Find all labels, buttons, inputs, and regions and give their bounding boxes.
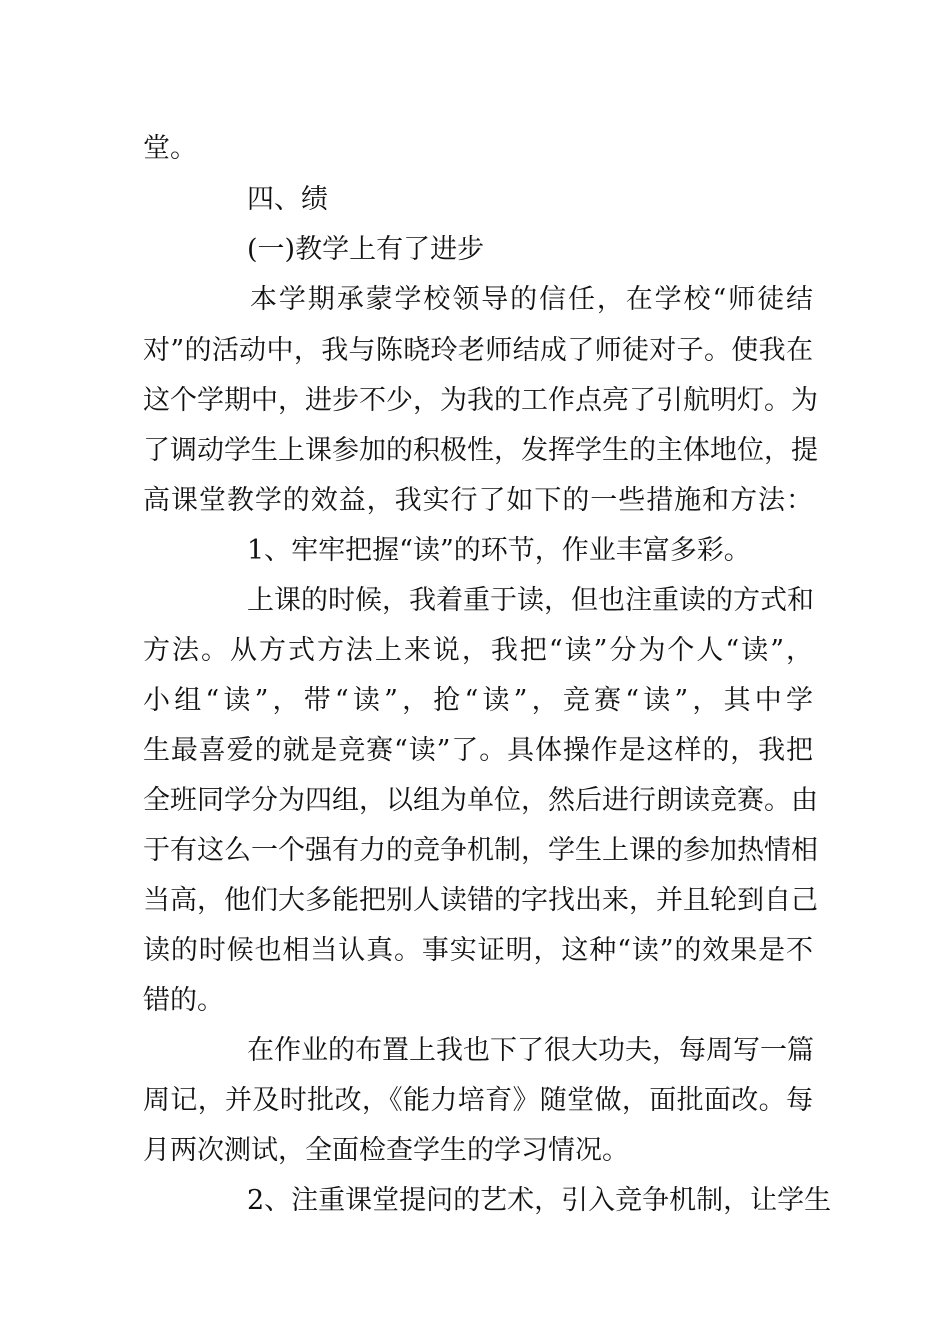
list-item-1: 1、牢牢把握“读”的环节，作业丰富多彩。	[247, 535, 751, 566]
paragraph-line-21: 月两次测试，全面检查学生的学习情况。	[143, 1135, 629, 1166]
paragraph-line-4: 本学期承蒙学校领导的信任，在学校“师徒结	[250, 284, 813, 315]
paragraph-line-18: 错的。	[143, 985, 224, 1016]
paragraph-line-16: 当高，他们大多能把别人读错的字找出来，并且轮到自己	[143, 885, 818, 916]
paragraph-line-1: 堂。	[143, 133, 197, 164]
paragraph-line-12: 小组“读”，带“读”，抢“读”，竞赛“读”，其中学	[143, 685, 813, 716]
subsection-heading: (一)教学上有了进步	[247, 234, 485, 265]
paragraph-line-6: 这个学期中，进步不少，为我的工作点亮了引航明灯。为	[143, 385, 818, 416]
paragraph-line-8: 高课堂教学的效益，我实行了如下的一些措施和方法：	[143, 485, 813, 516]
paragraph-line-15: 于有这么一个强有力的竞争机制，学生上课的参加热情相	[143, 835, 818, 866]
paragraph-line-19: 在作业的布置上我也下了很大功夫，每周写一篇	[247, 1035, 814, 1066]
paragraph-line-5: 对”的活动中，我与陈晓玲老师结成了师徒对子。使我在	[143, 335, 813, 366]
section-heading: 四、绩	[247, 184, 328, 215]
paragraph-line-14: 全班同学分为四组，以组为单位，然后进行朗读竞赛。由	[143, 785, 818, 816]
paragraph-line-10: 上课的时候，我着重于读，但也注重读的方式和	[247, 585, 814, 616]
paragraph-line-17: 读的时候也相当认真。事实证明，这种“读”的效果是不	[143, 935, 813, 966]
paragraph-line-13: 生最喜爱的就是竞赛“读”了。具体操作是这样的，我把	[143, 735, 813, 766]
paragraph-line-7: 了调动学生上课参加的积极性，发挥学生的主体地位，提	[143, 435, 818, 466]
paragraph-line-20: 周记，并及时批改，《能力培育》随堂做，面批面改。每	[143, 1085, 813, 1116]
list-item-2: 2、注重课堂提问的艺术，引入竞争机制，让学生	[247, 1185, 832, 1216]
paragraph-line-11: 方法。从方式方法上来说，我把“读”分为个人“读”，	[143, 635, 813, 666]
